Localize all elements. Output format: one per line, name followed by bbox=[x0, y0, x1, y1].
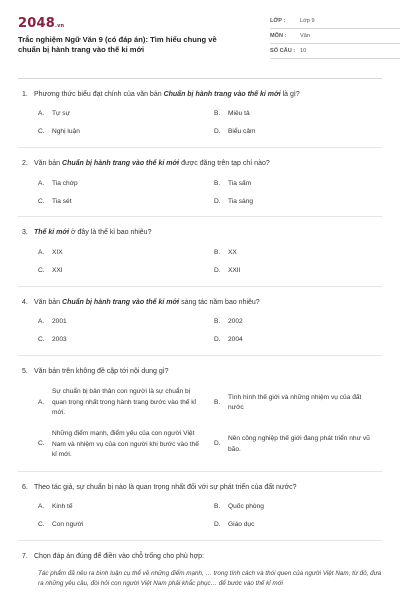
answer-option-c[interactable] bbox=[38, 521, 206, 530]
option-text: XIX bbox=[52, 248, 63, 256]
option-text: Tia sét bbox=[52, 197, 72, 205]
option-letter: C. bbox=[38, 520, 45, 528]
question-text-pre: Văn bản bbox=[34, 160, 63, 168]
logo-sub-text: .vn bbox=[54, 23, 65, 29]
answer-options bbox=[18, 318, 382, 356]
header-divider bbox=[18, 78, 382, 79]
question-text bbox=[34, 159, 382, 168]
answer-option-b[interactable] bbox=[214, 318, 382, 327]
option-letter: C. bbox=[38, 266, 45, 274]
question-stem bbox=[18, 552, 382, 561]
answer-option-d[interactable] bbox=[214, 336, 382, 345]
answer-option-a[interactable] bbox=[38, 249, 206, 258]
option-letter: C. bbox=[38, 440, 45, 448]
answer-option-a[interactable] bbox=[38, 110, 206, 119]
question-number: 7. bbox=[22, 552, 28, 560]
option-letter: B. bbox=[214, 179, 221, 187]
option-letter: B. bbox=[214, 110, 221, 118]
question-text-post: ở đây là thế kỉ bao nhiêu? bbox=[69, 229, 152, 237]
answer-option-d[interactable] bbox=[214, 521, 382, 530]
question-text-pre: Văn bản bbox=[34, 298, 63, 306]
question-number: 3. bbox=[22, 229, 28, 237]
question-number: 2. bbox=[22, 160, 28, 168]
answer-option-a[interactable] bbox=[38, 180, 206, 189]
meta-value: 10 bbox=[300, 48, 307, 54]
question-text-highlight: Chuẩn bị hành trang vào thế kỉ mới bbox=[62, 160, 180, 168]
option-letter: B. bbox=[214, 503, 221, 511]
option-text: XXI bbox=[52, 266, 63, 274]
answer-option-c[interactable] bbox=[38, 429, 206, 461]
option-letter: D. bbox=[214, 335, 221, 343]
option-letter: A. bbox=[38, 179, 45, 187]
option-text: Nền công nghiệp thế giới đang phát triển như vũ bão. bbox=[228, 435, 370, 453]
question-text bbox=[34, 90, 382, 99]
answer-option-c[interactable] bbox=[38, 198, 206, 207]
question-stem bbox=[18, 367, 382, 376]
answer-options bbox=[18, 180, 382, 218]
page-title: Trắc nghiệm Ngữ Văn 9 (có đáp án): Tìm hiểu chung về chuẩn bị hành trang vào thế kỉ mới bbox=[18, 35, 217, 54]
question-text-pre: Phương thức biểu đạt chính của văn bản bbox=[34, 91, 164, 98]
question-text: Chọn đáp án đúng để điền vào chỗ trống cho phù hợp: bbox=[34, 552, 204, 560]
option-letter: A. bbox=[38, 318, 45, 326]
option-text: Nghị luận bbox=[52, 128, 80, 136]
question-text-post: được đăng trên tạp chí nào? bbox=[179, 160, 270, 168]
question-number: 1. bbox=[22, 91, 28, 98]
option-text: Giáo dục bbox=[228, 520, 255, 528]
question-number: 5. bbox=[22, 367, 28, 375]
option-letter: D. bbox=[214, 266, 221, 274]
option-letter: B. bbox=[214, 398, 221, 406]
answer-option-d[interactable] bbox=[214, 429, 382, 461]
answer-option-c[interactable] bbox=[38, 336, 206, 345]
question-passage: Tác phẩm đã nêu ra bình luận cụ thể về những điểm mạnh, … trong tính cách và thói quen của người Việt Nam, từ đó, đưa ra những yêu cầu, đòi hỏi con người Việt Nam phải khắc phục… để bước vào thế kỉ mới bbox=[38, 570, 382, 587]
option-text: Tia sáng bbox=[228, 197, 254, 205]
question-3 bbox=[18, 228, 382, 286]
meta-value[interactable]: Lớp 9 bbox=[300, 18, 315, 24]
answer-option-d[interactable] bbox=[214, 267, 382, 276]
question-text-post: sáng tác năm bao nhiêu? bbox=[179, 298, 260, 306]
question-stem bbox=[18, 90, 382, 99]
question-text-highlight: Thế kỉ mới bbox=[34, 229, 70, 237]
question-text-highlight: Chuẩn bị hành trang vào thế kỉ mới bbox=[62, 298, 180, 306]
question-5 bbox=[18, 367, 382, 472]
question-stem bbox=[18, 483, 382, 492]
option-letter: D. bbox=[214, 520, 221, 528]
option-letter: A. bbox=[38, 248, 45, 256]
question-stem bbox=[18, 298, 382, 307]
answer-option-a[interactable] bbox=[38, 503, 206, 512]
option-text: Tự sự bbox=[52, 110, 70, 118]
option-letter: B. bbox=[214, 248, 221, 256]
answer-options bbox=[18, 110, 382, 148]
question-text bbox=[34, 298, 382, 307]
question-text-highlight: Chuẩn bị hành trang vào thế kỉ mới bbox=[163, 91, 281, 98]
option-text: 2001 bbox=[52, 318, 67, 326]
question-text-post: là gì? bbox=[280, 91, 300, 98]
meta-row-class bbox=[270, 14, 400, 29]
answer-option-d[interactable] bbox=[214, 198, 382, 207]
option-text: XX bbox=[228, 248, 237, 256]
option-text: Tia chớp bbox=[52, 179, 78, 187]
question-7 bbox=[18, 552, 382, 589]
header bbox=[18, 14, 382, 74]
answer-option-b[interactable] bbox=[214, 503, 382, 512]
question-stem bbox=[18, 159, 382, 168]
question-text: Theo tác giả, sự chuẩn bị nào là quan trọng nhất đối với sự phát triển của đất nước? bbox=[34, 483, 297, 491]
answer-options bbox=[18, 249, 382, 287]
option-text: 2004 bbox=[228, 335, 243, 343]
answer-options bbox=[18, 387, 382, 471]
meta-label: LỚP : bbox=[270, 18, 286, 24]
option-text: Kinh tế bbox=[52, 503, 73, 511]
answer-option-b[interactable] bbox=[214, 110, 382, 119]
meta-table bbox=[270, 14, 400, 59]
answer-option-c[interactable] bbox=[38, 267, 206, 276]
option-text: Con người bbox=[52, 520, 84, 528]
meta-label: SỐ CÂU : bbox=[270, 48, 296, 54]
option-letter: C. bbox=[38, 335, 45, 343]
option-text: 2002 bbox=[228, 318, 243, 326]
option-text: Những điểm mạnh, điểm yếu của con người Việt Nam và nhiệm vụ của con người khi bước vào thế kỉ mới. bbox=[52, 429, 199, 459]
option-letter: B. bbox=[214, 318, 221, 326]
question-number: 4. bbox=[22, 298, 28, 306]
option-letter: A. bbox=[38, 398, 45, 406]
question-text bbox=[34, 228, 382, 237]
question-4 bbox=[18, 298, 382, 356]
option-text: Tia sấm bbox=[228, 179, 252, 187]
question-stem bbox=[18, 228, 382, 237]
question-text: Văn bản trên không đề cập tới nội dung gì? bbox=[34, 367, 169, 375]
option-text: Miêu tả bbox=[228, 110, 250, 118]
answer-options bbox=[18, 503, 382, 541]
meta-row-count bbox=[270, 44, 400, 59]
question-1 bbox=[18, 90, 382, 148]
answer-option-d[interactable] bbox=[214, 128, 382, 137]
answer-option-b[interactable] bbox=[214, 180, 382, 189]
answer-option-a[interactable] bbox=[38, 318, 206, 327]
option-letter: C. bbox=[38, 197, 45, 205]
option-letter: D. bbox=[214, 440, 221, 448]
question-2 bbox=[18, 159, 382, 217]
option-letter: D. bbox=[214, 197, 221, 205]
site-logo[interactable] bbox=[18, 16, 64, 31]
option-letter: A. bbox=[38, 110, 45, 118]
option-letter: D. bbox=[214, 128, 221, 136]
meta-row-subject bbox=[270, 29, 400, 44]
question-6 bbox=[18, 483, 382, 541]
meta-value[interactable]: Văn bbox=[300, 33, 310, 39]
question-number: 6. bbox=[22, 483, 28, 491]
answer-option-a[interactable] bbox=[38, 387, 206, 419]
option-text: Quốc phòng bbox=[228, 503, 264, 511]
option-letter: C. bbox=[38, 128, 45, 136]
option-letter: A. bbox=[38, 503, 45, 511]
option-text: Sự chuẩn bị bản thân con người là sự chuẩn bị quan trọng nhất trong hành trang bước vào thế kỉ mới. bbox=[52, 388, 197, 417]
option-text: Biểu cảm bbox=[228, 128, 256, 136]
meta-label: MÔN : bbox=[270, 33, 287, 39]
answer-option-b[interactable] bbox=[214, 387, 382, 419]
answer-option-c[interactable] bbox=[38, 128, 206, 137]
option-text: Tình hình thế giới và những nhiệm vụ của đất nước bbox=[228, 393, 362, 412]
option-text: XXII bbox=[228, 266, 241, 274]
logo-main-text: 2048 bbox=[18, 16, 55, 31]
option-text: 2003 bbox=[52, 335, 67, 343]
answer-option-b[interactable] bbox=[214, 249, 382, 258]
